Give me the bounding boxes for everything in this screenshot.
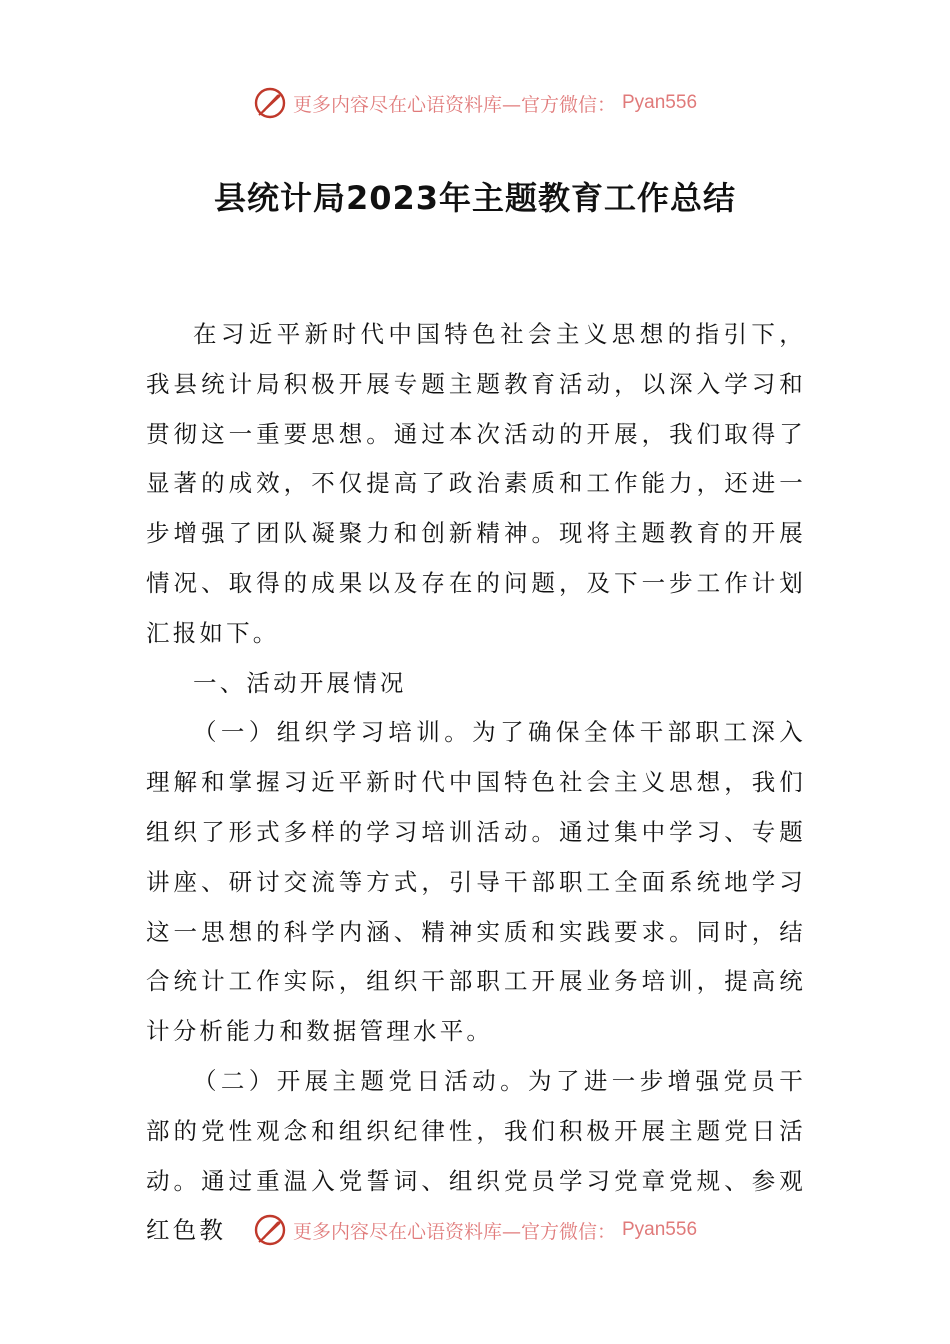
paragraph-study-training: （一）组织学习培训。为了确保全体干部职工深入理解和掌握习近平新时代中国特色社会主义思想，我们组织了形式多样的学习培训活动。通过集中学习、专题讲座、研讨交流等方式，引导干部职工全面系统地学习这一思想的科学内涵、精神实质和实践要求。同时，结合统计工作实际，组织干部职工开展业务培训，提高统计分析能力和数据管理水平。: [146, 718, 806, 1046]
section-heading: 一、活动开展情况: [193, 668, 407, 697]
feather-pen-icon: [253, 1213, 287, 1247]
footer-watermark: [0, 1213, 950, 1247]
watermark-account: Pyan556: [622, 1219, 698, 1240]
document-body: [146, 310, 806, 1256]
feather-pen-icon: [253, 86, 287, 120]
watermark-text: 更多内容尽在心语资料库—官方微信：: [292, 1220, 616, 1243]
paragraph-party-day: （二）开展主题党日活动。为了进一步增强党员干部的党性观念和组织纪律性，我们积极开展主题党日活动。通过重温入党誓词、组织党员学习党章党规、参观红色教: [146, 1066, 806, 1245]
watermark-text: 更多内容尽在心语资料库—官方微信：: [292, 93, 616, 116]
header-watermark: [0, 86, 950, 120]
document-title: 县统计局2023年主题教育工作总结: [213, 179, 737, 217]
paragraph-intro: 在习近平新时代中国特色社会主义思想的指引下，我县统计局积极开展专题主题教育活动，以深入学习和贯彻这一重要思想。通过本次活动的开展，我们取得了显著的成效，不仅提高了政治素质和工作能力，还进一步增强了团队凝聚力和创新精神。现将主题教育的开展情况、取得的成果以及存在的问题，及下一步工作计划汇报如下。: [146, 320, 806, 647]
watermark-account: Pyan556: [622, 92, 698, 113]
